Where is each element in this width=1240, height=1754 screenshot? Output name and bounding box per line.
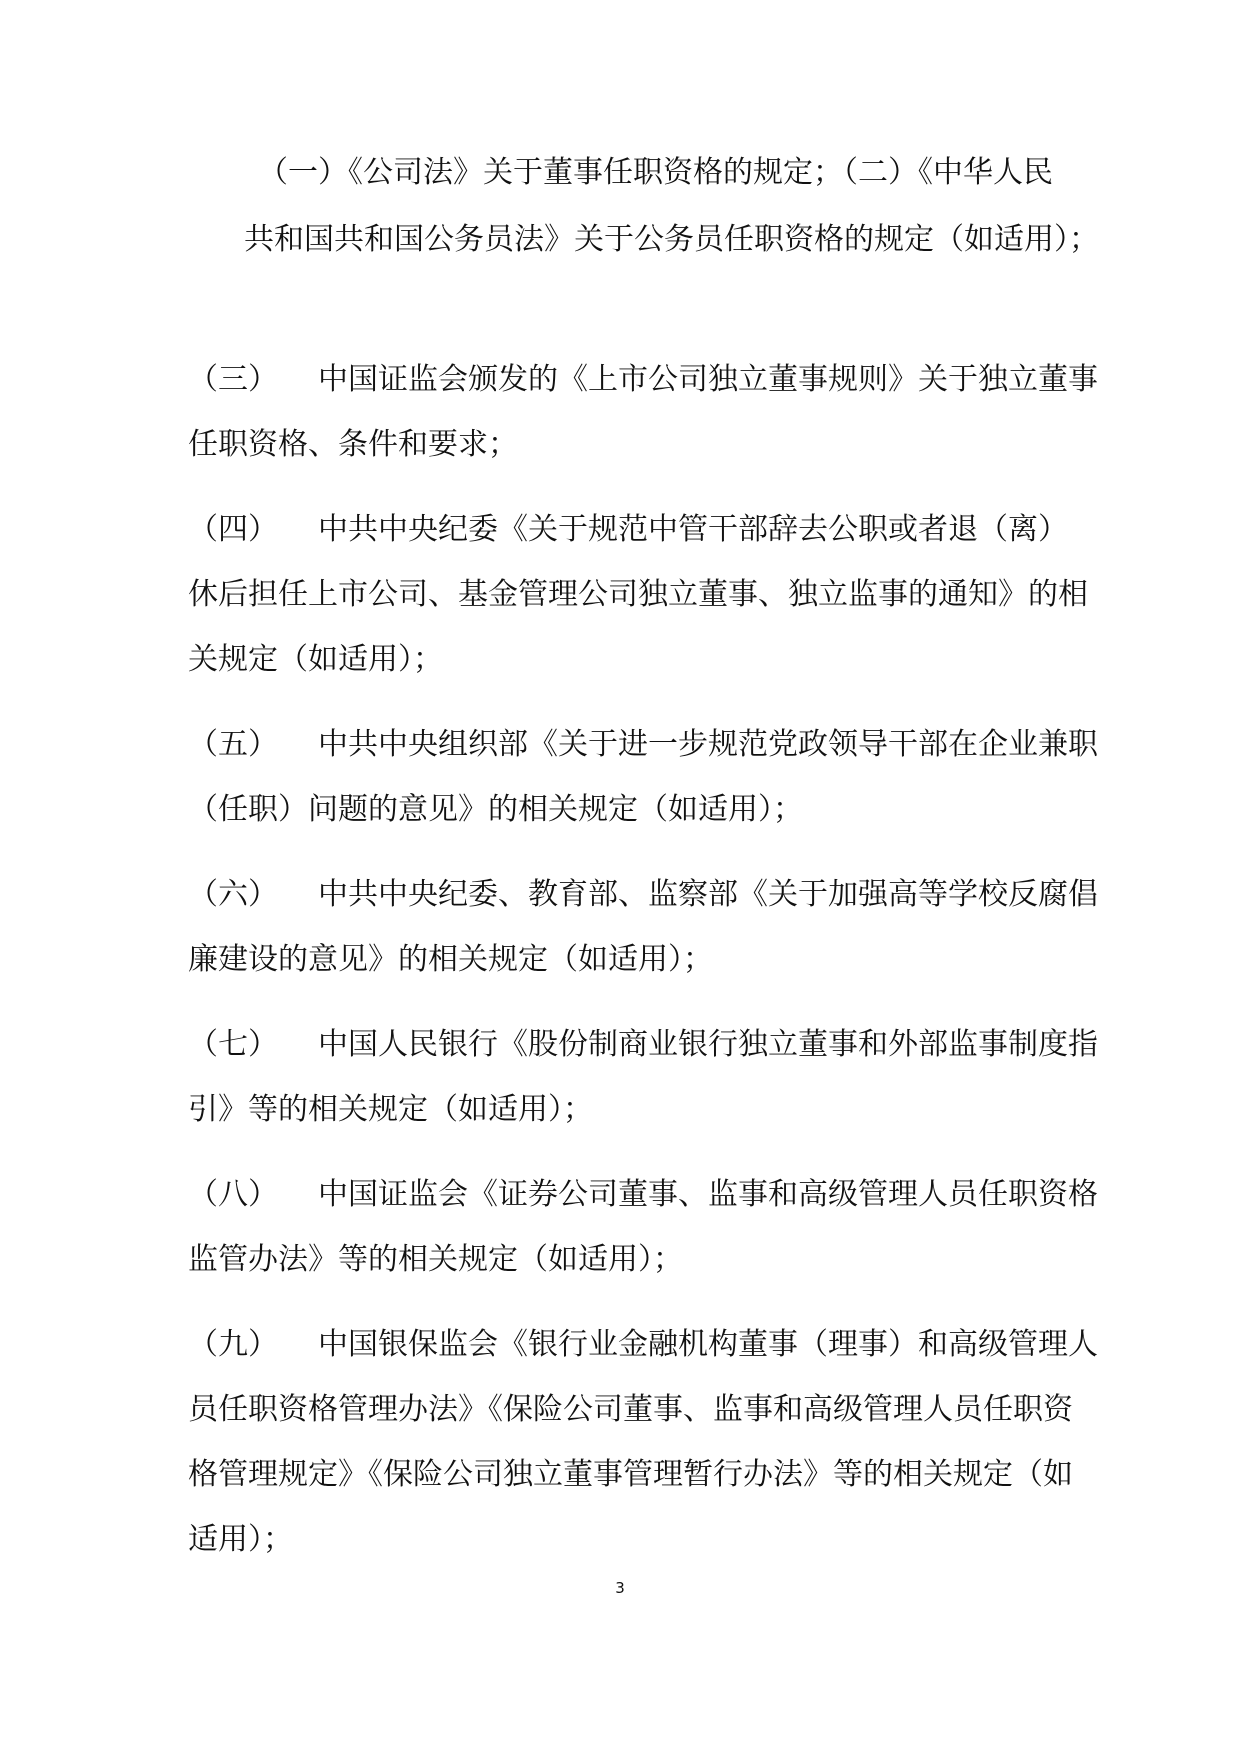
item-6-line-1 [188, 875, 1098, 915]
item-4-line-3: 关规定（如适用）； [188, 642, 443, 677]
item-5-line-1 [188, 725, 1098, 765]
item-8-number: （八） [188, 1177, 278, 1212]
item-9-text: 中国银保监会《银行业金融机构董事（理事）和高级管理人 [318, 1327, 1098, 1362]
item-6-number: （六） [188, 877, 278, 912]
item-3-number: （三） [188, 362, 278, 397]
item-7-number: （七） [188, 1027, 278, 1062]
item-4-line-2: 休后担任上市公司、基金管理公司独立董事、独立监事的通知》的相 [188, 577, 1088, 612]
item-5-number: （五） [188, 727, 278, 762]
item-9-line-1 [188, 1325, 1098, 1365]
item-8-line-1 [188, 1175, 1098, 1215]
item-5-line-2: （任职）问题的意见》的相关规定（如适用）； [188, 792, 803, 827]
para-1-line-1: （一）《公司法》关于董事任职资格的规定；（二）《中华人民 [258, 155, 1053, 190]
item-9-line-4: 适用）； [188, 1522, 293, 1557]
item-9-line-2: 员任职资格管理办法》《保险公司董事、监事和高级管理人员任职资 [188, 1392, 1073, 1427]
item-6-line-2: 廉建设的意见》的相关规定（如适用）； [188, 942, 713, 977]
item-9-line-3: 格管理规定》《保险公司独立董事管理暂行办法》等的相关规定（如 [188, 1457, 1073, 1492]
item-3-line-1 [188, 360, 1098, 400]
para-1-line-2: 共和国共和国公务员法》关于公务员任职资格的规定（如适用）； [244, 222, 1099, 257]
item-4-text: 中共中央纪委《关于规范中管干部辞去公职或者退（离） [318, 512, 1068, 547]
item-3-text: 中国证监会颁发的《上市公司独立董事规则》关于独立董事 [318, 362, 1098, 397]
page-number: 3 [615, 1579, 625, 1597]
item-7-line-2: 引》等的相关规定（如适用）； [188, 1092, 593, 1127]
item-4-number: （四） [188, 512, 278, 547]
item-7-line-1 [188, 1025, 1098, 1065]
item-3-line-2: 任职资格、条件和要求； [188, 427, 518, 462]
item-5-text: 中共中央组织部《关于进一步规范党政领导干部在企业兼职 [318, 727, 1098, 762]
item-4-line-1 [188, 510, 1068, 550]
item-9-number: （九） [188, 1327, 278, 1362]
item-6-text: 中共中央纪委、教育部、监察部《关于加强高等学校反腐倡 [318, 877, 1098, 912]
item-8-line-2: 监管办法》等的相关规定（如适用）； [188, 1242, 683, 1277]
item-7-text: 中国人民银行《股份制商业银行独立董事和外部监事制度指 [318, 1027, 1098, 1062]
item-8-text: 中国证监会《证券公司董事、监事和高级管理人员任职资格 [318, 1177, 1098, 1212]
